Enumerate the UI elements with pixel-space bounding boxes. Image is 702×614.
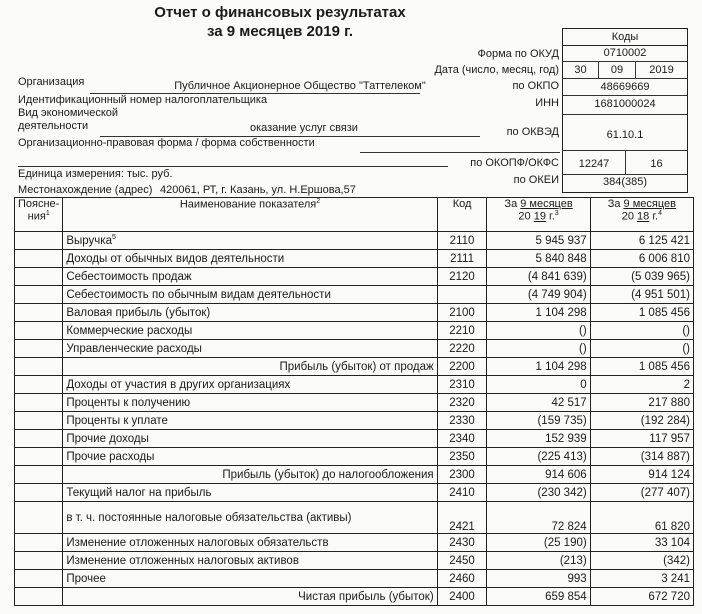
- okpo-label: по ОКПО: [512, 80, 559, 92]
- codes-header: Коды: [562, 28, 688, 46]
- table-row: [15, 304, 694, 322]
- activity-label-1: Вид экономической: [18, 107, 119, 119]
- row-current-value: 1 104 298: [487, 358, 590, 376]
- col-name-header: Наименование показателя$^2$: [63, 198, 437, 232]
- table-row: [15, 466, 694, 484]
- row-previous-value: 6 125 421: [590, 232, 693, 250]
- row-name: Проценты к уплате: [63, 412, 437, 430]
- row-previous-value: (): [590, 340, 693, 358]
- row-name: Изменение отложенных налоговых обязательств: [63, 534, 437, 552]
- row-current-value: 993: [487, 570, 590, 588]
- table-row: [15, 232, 694, 250]
- col-current-header: За 9 месяцев 20 19 г.$^3$: [487, 198, 590, 232]
- row-code: 2460: [437, 570, 487, 588]
- table-row: [15, 358, 694, 376]
- okpo-code: 48669669: [600, 81, 650, 93]
- row-code: 2120: [437, 268, 487, 286]
- table-row: [15, 376, 694, 394]
- row-note: [15, 588, 63, 606]
- org-label: Организация: [18, 76, 85, 88]
- row-code: 2310: [437, 376, 487, 394]
- okved-code: 61.10.1: [606, 129, 644, 141]
- col-previous-header: За 9 месяцев 20 18 г.$^4$: [590, 198, 693, 232]
- row-previous-value: 1 085 456: [590, 358, 693, 376]
- row-name: Проценты к получению: [63, 394, 437, 412]
- inn-code: 1681000024: [594, 98, 656, 110]
- report-title: Отчет о финансовых результатах: [154, 4, 406, 21]
- row-previous-value: 672 720: [590, 588, 693, 606]
- row-note: [15, 376, 63, 394]
- row-name: Коммерческие расходы: [63, 322, 437, 340]
- table-row: [15, 502, 694, 534]
- row-name: Прочее: [63, 570, 437, 588]
- row-code: 2350: [437, 448, 487, 466]
- table-row: [15, 340, 694, 358]
- row-name: Доходы от обычных видов деятельности: [63, 250, 437, 268]
- row-name: Изменение отложенных налоговых активов: [63, 552, 437, 570]
- row-name: Доходы от участия в других организациях: [63, 376, 437, 394]
- row-name: Прибыль (убыток) от продаж: [63, 358, 437, 376]
- row-note: [15, 534, 63, 552]
- row-note: [15, 412, 63, 430]
- row-current-value: (213): [487, 552, 590, 570]
- report-period-title: за 9 месяцев 2019 г.: [206, 23, 353, 40]
- table-row: [15, 394, 694, 412]
- legal-form-label: Организационно-правовая форма / форма собственности: [18, 137, 315, 149]
- row-previous-value: (277 407): [590, 484, 693, 502]
- row-name: Прочие доходы: [63, 430, 437, 448]
- row-current-value: (225 413): [487, 448, 590, 466]
- row-note: [15, 304, 63, 322]
- col-note-header: Поясне-ния$^1$: [15, 198, 63, 232]
- row-name: Себестоимость продаж: [63, 268, 437, 286]
- row-note: [15, 340, 63, 358]
- okud-label: Форма по ОКУД: [477, 48, 559, 60]
- row-name: в т. ч. постоянные налоговые обязательства (активы): [63, 502, 437, 534]
- row-name: Чистая прибыль (убыток): [63, 588, 437, 606]
- row-code: 2200: [437, 358, 487, 376]
- row-note: [15, 466, 63, 484]
- row-name: Текущий налог на прибыль: [63, 484, 437, 502]
- date-month: 09: [610, 64, 624, 76]
- row-previous-value: (342): [590, 552, 693, 570]
- inn-code-label: ИНН: [535, 97, 559, 109]
- financial-results-table: [14, 197, 694, 606]
- row-note: [15, 448, 63, 466]
- row-previous-value: 33 104: [590, 534, 693, 552]
- row-note: [15, 430, 63, 448]
- date-year: 2019: [649, 64, 674, 76]
- row-note: [15, 552, 63, 570]
- table-row: [15, 484, 694, 502]
- col-code-header: Код: [437, 198, 487, 232]
- row-previous-value: 1 085 456: [590, 304, 693, 322]
- row-note: [15, 232, 63, 250]
- table-row: [15, 430, 694, 448]
- row-code: 2410: [437, 484, 487, 502]
- row-previous-value: 217 880: [590, 394, 693, 412]
- row-previous-value: (314 887): [590, 448, 693, 466]
- row-code: 2340: [437, 430, 487, 448]
- row-code: 2300: [437, 466, 487, 484]
- row-note: [15, 286, 63, 304]
- row-note: [15, 250, 63, 268]
- row-previous-value: (192 284): [590, 412, 693, 430]
- row-note: [15, 394, 63, 412]
- row-note: [15, 502, 63, 534]
- row-code: 2400: [437, 588, 487, 606]
- table-row: [15, 448, 694, 466]
- row-note: [15, 268, 63, 286]
- table-row: [15, 588, 694, 606]
- row-previous-value: (): [590, 322, 693, 340]
- row-previous-value: 117 957: [590, 430, 693, 448]
- row-previous-value: 3 241: [590, 570, 693, 588]
- row-note: [15, 484, 63, 502]
- okved-label: по ОКВЭД: [506, 126, 559, 138]
- row-note: [15, 570, 63, 588]
- row-previous-value: 2: [590, 376, 693, 394]
- row-code: 2110: [437, 232, 487, 250]
- okei-code: 384(385): [602, 176, 648, 188]
- table-row: [15, 534, 694, 552]
- row-current-value: (): [487, 340, 590, 358]
- okfs-code: 16: [650, 158, 663, 170]
- row-current-value: 1 104 298: [487, 304, 590, 322]
- row-note: [15, 358, 63, 376]
- location-label: Местонахождение (адрес): [18, 184, 153, 196]
- codes-box: [562, 45, 688, 193]
- table-row: [15, 322, 694, 340]
- location-value: 420061, РТ, г. Казань, ул. Н.Ершова,57: [160, 184, 356, 196]
- table-row: [15, 250, 694, 268]
- row-note: [15, 322, 63, 340]
- unit-label: Единица измерения: тыс. руб.: [18, 168, 173, 180]
- row-name: Прочие расходы: [63, 448, 437, 466]
- row-code: 2220: [437, 340, 487, 358]
- row-previous-value: 914 124: [590, 466, 693, 484]
- org-name: Публичное Акционерное Общество "Таттелеком": [174, 80, 426, 92]
- row-current-value: 42 517: [487, 394, 590, 412]
- row-code: 2330: [437, 412, 487, 430]
- activity-label-2: деятельности: [18, 120, 89, 132]
- row-name: Управленческие расходы: [63, 340, 437, 358]
- table-row: [15, 268, 694, 286]
- row-previous-value: 6 006 810: [590, 250, 693, 268]
- row-current-value: (): [487, 322, 590, 340]
- activity-value: оказание услуг связи: [250, 122, 358, 134]
- row-current-value: (230 342): [487, 484, 590, 502]
- row-code: 2430: [437, 534, 487, 552]
- table-row: [15, 570, 694, 588]
- row-previous-value: 61 820: [590, 502, 693, 534]
- row-previous-value: (5 039 965): [590, 268, 693, 286]
- okud-code: 0710002: [603, 47, 647, 59]
- row-name: Прибыль (убыток) до налогообложения: [63, 466, 437, 484]
- row-current-value: 0: [487, 376, 590, 394]
- row-name: Выручка$^5$: [63, 232, 437, 250]
- okei-label: по ОКЕИ: [513, 174, 559, 186]
- row-current-value: 72 824: [487, 502, 590, 534]
- row-current-value: (4 749 904): [487, 286, 590, 304]
- row-code: 2111: [437, 250, 487, 268]
- row-current-value: 659 854: [487, 588, 590, 606]
- table-row: [15, 412, 694, 430]
- row-code: 2210: [437, 322, 487, 340]
- row-current-value: 914 606: [487, 466, 590, 484]
- row-name: Себестоимость по обычным видам деятельности: [63, 286, 437, 304]
- date-day: 30: [574, 64, 587, 76]
- table-row: [15, 552, 694, 570]
- row-current-value: 5 945 937: [487, 232, 590, 250]
- inn-label: Идентификационный номер налогоплательщика: [18, 94, 268, 106]
- row-previous-value: (4 951 501): [590, 286, 693, 304]
- row-code: 2421: [437, 502, 487, 534]
- row-code: [437, 286, 487, 304]
- row-current-value: 5 840 848: [487, 250, 590, 268]
- row-code: 2450: [437, 552, 487, 570]
- table-row: [15, 286, 694, 304]
- row-current-value: (4 841 639): [487, 268, 590, 286]
- row-current-value: (159 735): [487, 412, 590, 430]
- row-current-value: (25 190): [487, 534, 590, 552]
- row-code: 2320: [437, 394, 487, 412]
- row-current-value: 152 939: [487, 430, 590, 448]
- row-code: 2100: [437, 304, 487, 322]
- okopf-code: 12247: [578, 158, 610, 170]
- okopf-label: по ОКОПФ/ОКФС: [470, 157, 559, 169]
- row-name: Валовая прибыль (убыток): [63, 304, 437, 322]
- date-label: Дата (число, месяц, год): [434, 64, 559, 76]
